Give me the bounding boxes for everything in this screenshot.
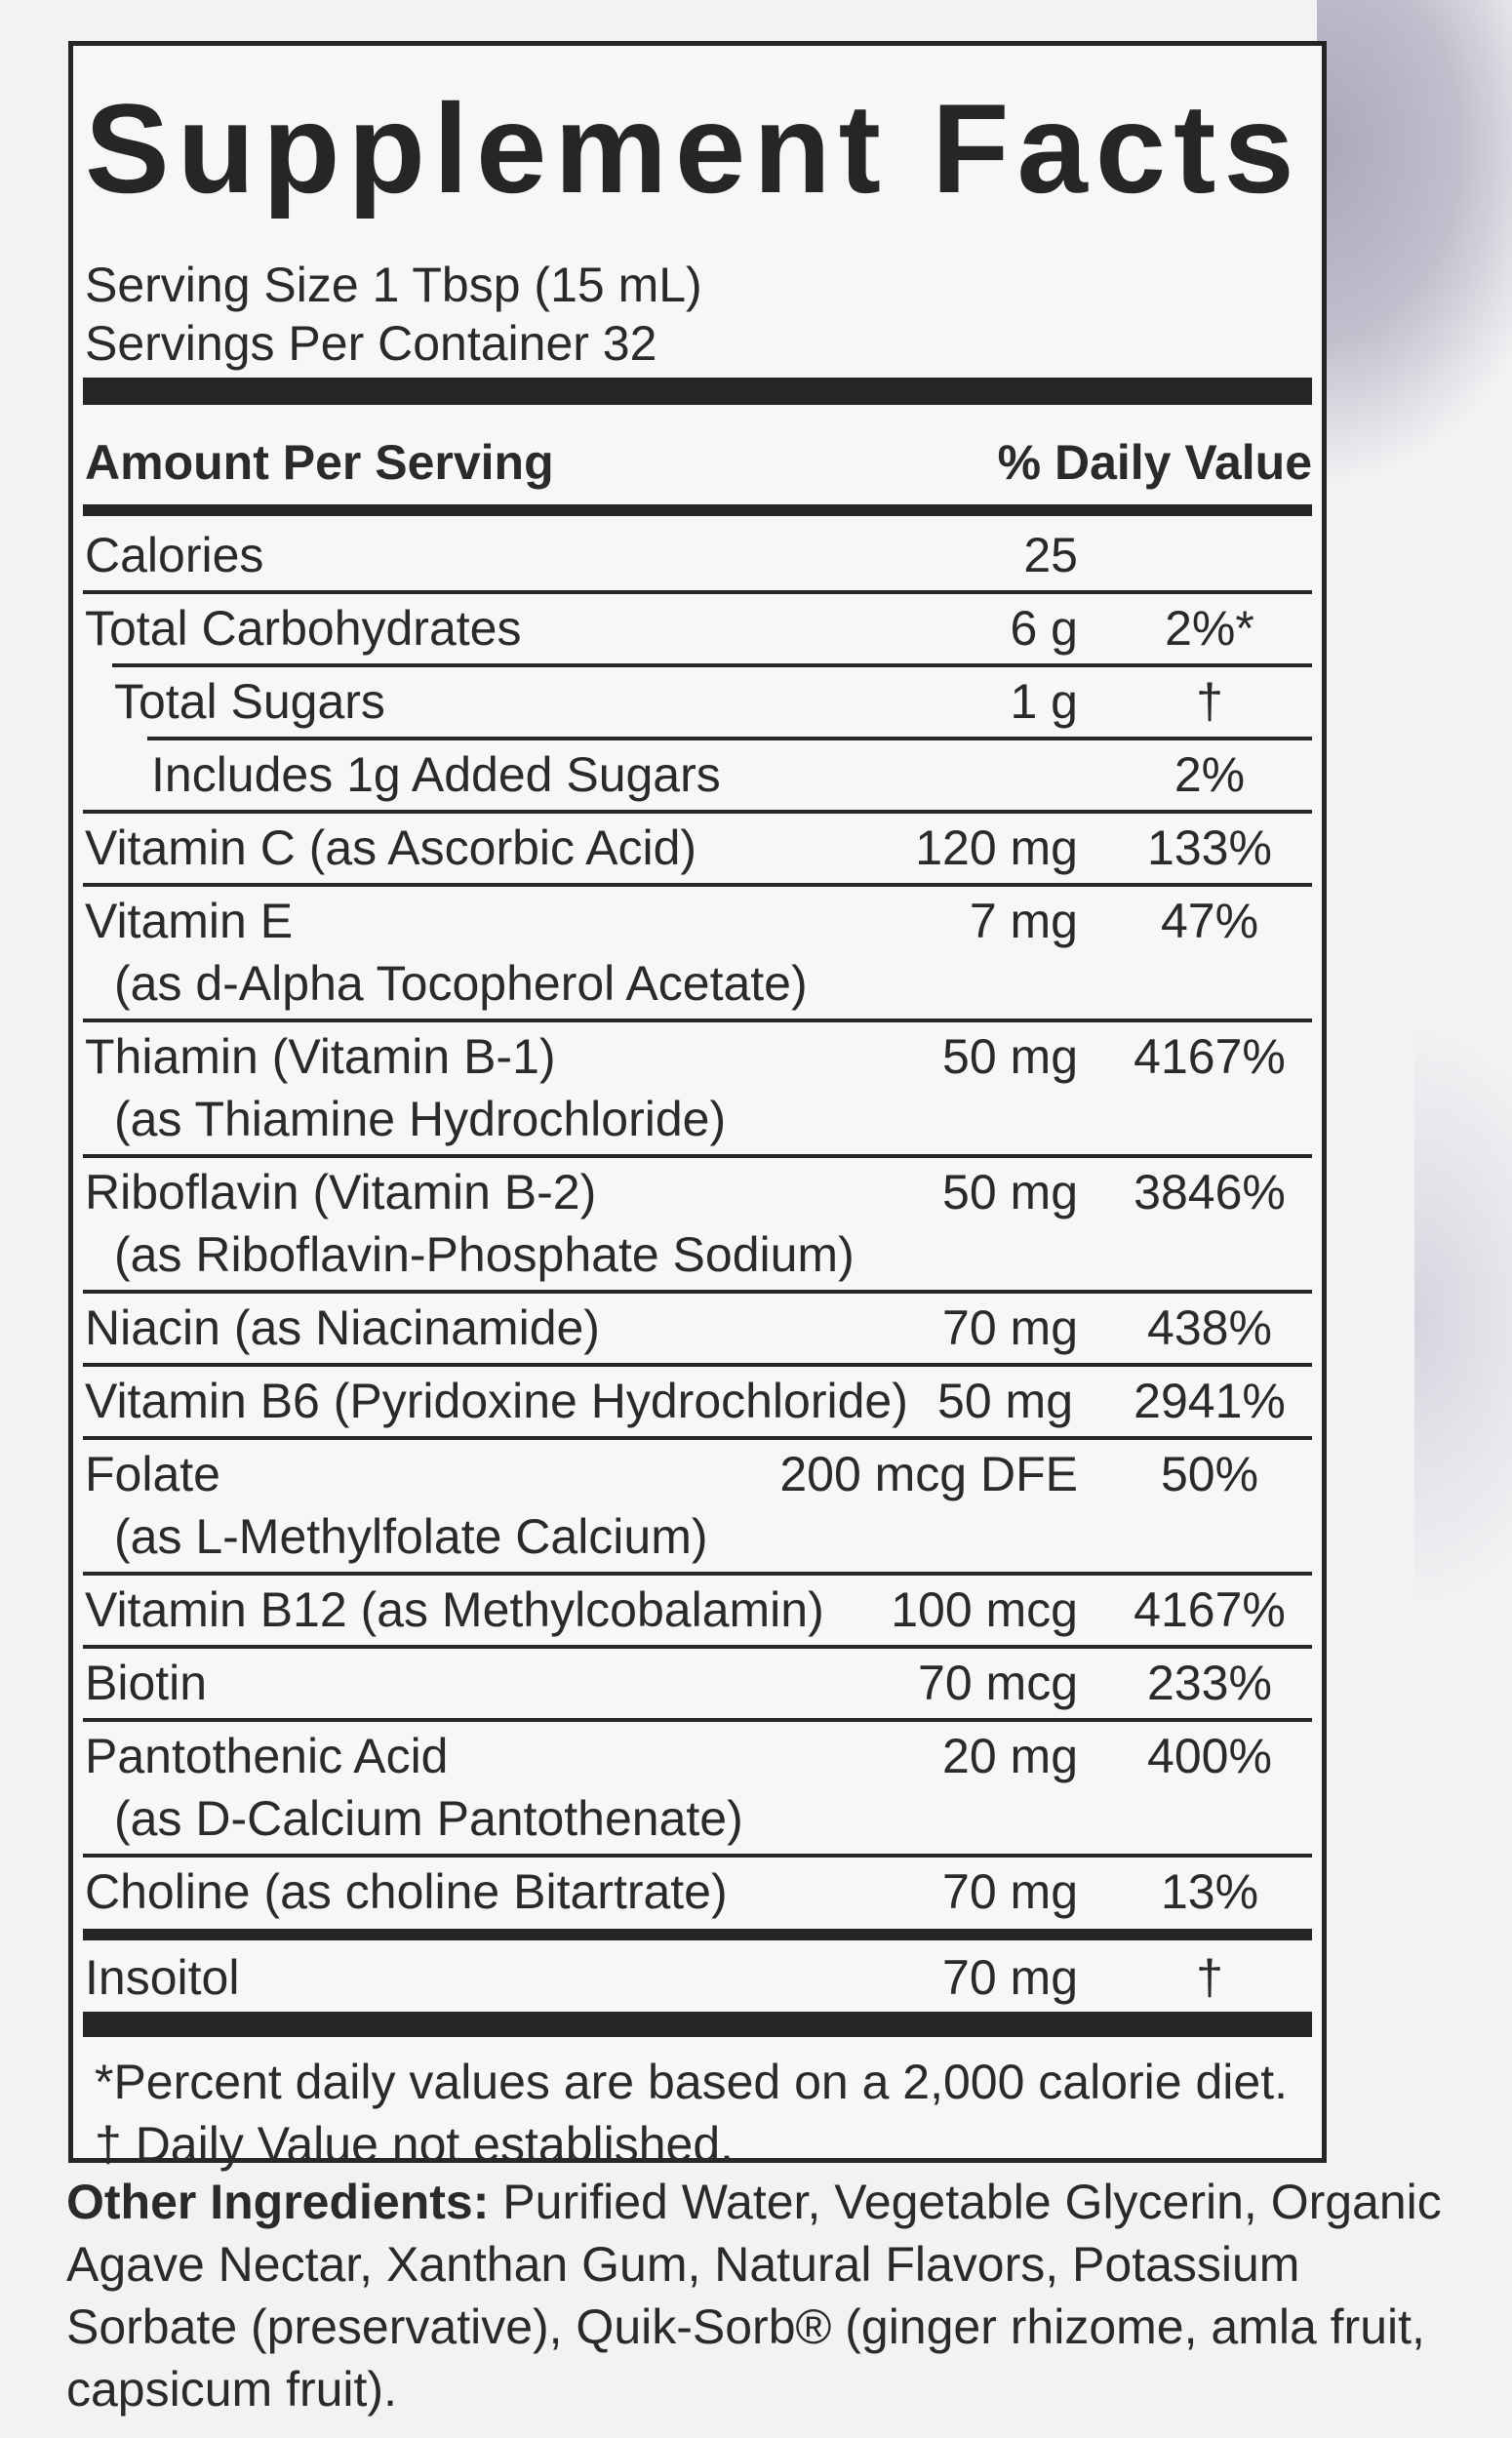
row-divider — [83, 1290, 1312, 1294]
row-divider — [83, 810, 1312, 814]
nutrient-dv: 2% — [1174, 747, 1246, 802]
nutrient-amount: 20 mg — [942, 1729, 1078, 1783]
nutrient-amount: 50 mg — [942, 1165, 1078, 1219]
nutrient-name: Pantothenic Acid — [85, 1729, 449, 1783]
nutrient-name: Niacin (as Niacinamide) — [85, 1300, 600, 1355]
nutrient-source: (as d-Alpha Tocopherol Acetate) — [114, 956, 808, 1011]
header-divider — [83, 504, 1312, 516]
nutrient-dv: 13% — [1160, 1864, 1259, 1919]
nutrient-name: Vitamin C (as Ascorbic Acid) — [85, 820, 697, 875]
supplement-facts-panel — [68, 41, 1327, 2172]
other-ingredients-text: Purified Water, Vegetable Glycerin, Organic Agave Nectar, Xanthan Gum, Natural Flavors, Potassium Sorbate (preservative), Quik-Sorb® (ginger rhizome, amla fruit, capsicum fruit). — [66, 2175, 1442, 2417]
footnotes — [95, 2051, 1288, 2176]
thick-divider — [83, 378, 1312, 405]
background-shading — [1317, 0, 1512, 488]
nutrient-dv: † — [1196, 674, 1223, 729]
row-divider — [83, 1572, 1312, 1576]
amount-per-serving-header: Amount Per Serving — [85, 435, 554, 490]
footnote-dagger: † Daily Value not established. — [95, 2117, 735, 2172]
row-divider — [83, 1019, 1312, 1022]
servings-per-container: Servings Per Container 32 — [85, 316, 657, 371]
nutrient-name: Insoitol — [85, 1950, 240, 2005]
background-shading-lower — [1414, 1024, 1512, 1610]
nutrient-source: (as Riboflavin-Phosphate Sodium) — [114, 1227, 855, 1282]
row-divider — [83, 883, 1312, 887]
nutrient-name: Vitamin B6 (Pyridoxine Hydrochloride) — [85, 1374, 908, 1428]
nutrient-amount: 25 — [1023, 528, 1078, 582]
row-divider — [147, 737, 1312, 740]
nutrient-amount: 100 mcg — [891, 1582, 1078, 1637]
nutrient-amount: 70 mg — [942, 1864, 1078, 1919]
nutrient-amount: 50 mg — [937, 1374, 1073, 1428]
nutrient-dv: † — [1196, 1950, 1223, 2005]
nutrient-dv: 2%* — [1165, 601, 1254, 656]
row-divider — [83, 1854, 1312, 1858]
nutrient-dv: 4167% — [1134, 1029, 1286, 1084]
row-divider — [112, 663, 1312, 667]
nutrient-dv: 400% — [1147, 1729, 1272, 1783]
row-divider — [83, 1436, 1312, 1440]
nutrient-name: Riboflavin (Vitamin B-2) — [85, 1165, 597, 1219]
nutrient-amount: 120 mg — [915, 820, 1078, 875]
nutrient-name: Vitamin B12 (as Methylcobalamin) — [85, 1582, 824, 1637]
nutrient-amount: 50 mg — [942, 1029, 1078, 1084]
nutrient-source: (as L-Methylfolate Calcium) — [114, 1509, 708, 1564]
row-divider — [83, 1363, 1312, 1367]
nutrient-name: Folate — [85, 1447, 220, 1501]
nutrient-name: Choline (as choline Bitartrate) — [85, 1864, 728, 1919]
section-divider — [83, 1929, 1312, 1940]
nutrient-amount: 70 mg — [942, 1950, 1078, 2005]
nutrient-name: Biotin — [85, 1656, 208, 1710]
nutrient-dv: 133% — [1147, 820, 1272, 875]
nutrient-amount: 7 mg — [969, 894, 1078, 948]
nutrient-amount: 6 g — [1010, 601, 1078, 656]
nutrient-name: Total Sugars — [114, 674, 385, 729]
row-divider — [83, 1718, 1312, 1722]
thick-divider — [83, 2012, 1312, 2037]
nutrient-amount: 200 mcg DFE — [779, 1447, 1078, 1501]
nutrient-dv: 438% — [1147, 1300, 1272, 1355]
nutrient-dv: 2941% — [1134, 1374, 1286, 1428]
nutrient-source: (as D-Calcium Pantothenate) — [114, 1791, 743, 1846]
serving-size: Serving Size 1 Tbsp (15 mL) — [85, 258, 702, 312]
row-divider — [83, 590, 1312, 594]
nutrient-dv: 47% — [1160, 894, 1259, 948]
nutrient-name: Includes 1g Added Sugars — [151, 747, 721, 802]
footnote-percent-daily: *Percent daily values are based on a 2,000 calorie diet. — [95, 2055, 1288, 2109]
serving-info — [85, 256, 702, 373]
other-ingredients-label: Other Ingredients: — [66, 2175, 490, 2229]
nutrient-dv: 3846% — [1134, 1165, 1286, 1219]
nutrient-source: (as Thiamine Hydrochloride) — [114, 1092, 727, 1146]
panel-title: Supplement Facts — [85, 77, 1302, 220]
nutrient-amount: 1 g — [1010, 674, 1078, 729]
row-divider — [83, 1645, 1312, 1649]
nutrient-name: Total Carbohydrates — [85, 601, 522, 656]
nutrient-name: Thiamin (Vitamin B-1) — [85, 1029, 556, 1084]
nutrient-amount: 70 mcg — [918, 1656, 1078, 1710]
nutrient-dv: 233% — [1147, 1656, 1272, 1710]
nutrient-amount: 70 mg — [942, 1300, 1078, 1355]
nutrient-dv: 4167% — [1134, 1582, 1286, 1637]
other-ingredients — [66, 2171, 1452, 2420]
nutrient-name: Calories — [85, 528, 264, 582]
nutrient-dv: 50% — [1160, 1447, 1259, 1501]
nutrient-name: Vitamin E — [85, 894, 294, 948]
row-divider — [83, 1154, 1312, 1158]
daily-value-header: % Daily Value — [997, 435, 1312, 490]
